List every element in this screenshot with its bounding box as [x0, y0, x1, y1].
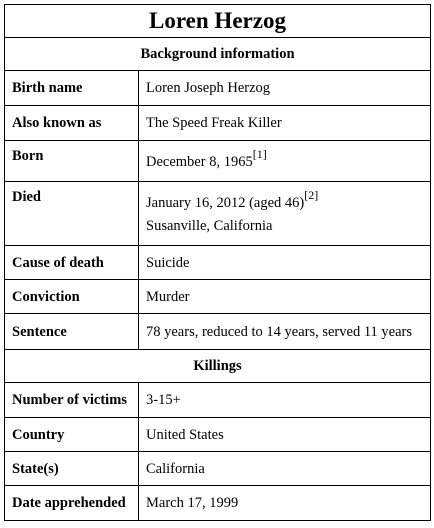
- value-states: California: [139, 452, 431, 486]
- born-date: December 8, 1965: [146, 154, 253, 170]
- row-sentence: [5, 314, 431, 350]
- value-date-apprehended: March 17, 1999: [139, 486, 431, 521]
- value-also-known-as: The Speed Freak Killer: [139, 106, 431, 141]
- infobox-table: [4, 4, 431, 521]
- label-conviction: Conviction: [5, 280, 139, 314]
- row-number-of-victims: [5, 383, 431, 418]
- citation-link-1[interactable]: [1]: [252, 147, 267, 161]
- label-sentence: Sentence: [5, 314, 139, 350]
- value-country: United States: [139, 418, 431, 452]
- row-conviction: [5, 280, 431, 314]
- value-died: [139, 182, 431, 246]
- row-states: [5, 452, 431, 486]
- value-number-of-victims: 3-15+: [139, 383, 431, 418]
- title-row: [5, 5, 431, 38]
- value-cause-of-death: Suicide: [139, 246, 431, 280]
- label-states: State(s): [5, 452, 139, 486]
- value-sentence: 78 years, reduced to 14 years, served 11 years: [139, 314, 431, 350]
- label-cause-of-death: Cause of death: [5, 246, 139, 280]
- row-died: [5, 182, 431, 246]
- label-birth-name: Birth name: [5, 71, 139, 106]
- died-date: January 16, 2012 (aged 46): [146, 195, 305, 211]
- section-heading-background: Background information: [5, 38, 431, 71]
- row-country: [5, 418, 431, 452]
- label-country: Country: [5, 418, 139, 452]
- value-birth-name: Loren Joseph Herzog: [139, 71, 431, 106]
- label-number-of-victims: Number of victims: [5, 383, 139, 418]
- row-also-known-as: [5, 106, 431, 141]
- infobox-title: Loren Herzog: [5, 5, 431, 38]
- value-conviction: Murder: [139, 280, 431, 314]
- label-also-known-as: Also known as: [5, 106, 139, 141]
- row-born: [5, 141, 431, 182]
- section-row-background: [5, 38, 431, 71]
- row-birth-name: [5, 71, 431, 106]
- section-row-killings: [5, 350, 431, 383]
- label-born: Born: [5, 141, 139, 182]
- row-cause-of-death: [5, 246, 431, 280]
- row-date-apprehended: [5, 486, 431, 521]
- died-place: Susanville, California: [146, 218, 273, 234]
- citation-link-2[interactable]: [2]: [304, 188, 319, 202]
- label-died: Died: [5, 182, 139, 246]
- section-heading-killings: Killings: [5, 350, 431, 383]
- value-born: [139, 141, 431, 182]
- label-date-apprehended: Date apprehended: [5, 486, 139, 521]
